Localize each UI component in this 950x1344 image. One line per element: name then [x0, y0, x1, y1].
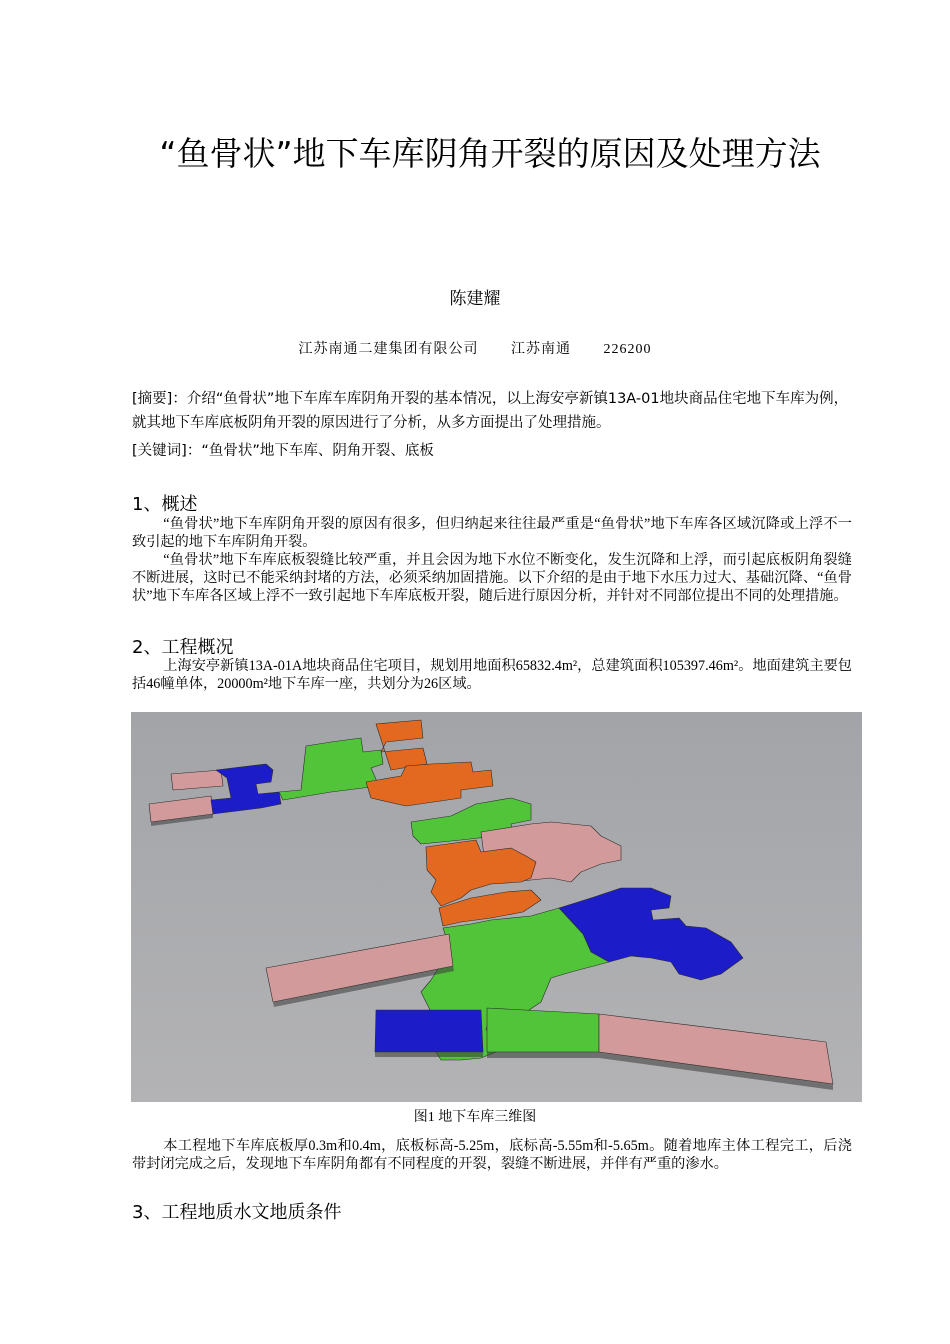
- paper-title: “鱼骨状”地下车库阴角开裂的原因及处理方法: [159, 134, 821, 173]
- paragraph: 上海安亭新镇13A-01A地块商品住宅项目，规划用地面积65832.4m²，总建筑面积105397.46m²。地面建筑主要包括46幢单体，20000m²地下车库一座，共划分为26区域。: [132, 658, 852, 692]
- section-heading-3: 3、工程地质水文地质条件: [132, 1202, 342, 1223]
- paragraph: “鱼骨状”地下车库阴角开裂的原因有很多，但归纳起来往往最严重是“鱼骨状”地下车库各区域沉降或上浮不一致引起的地下车库阴角开裂。: [132, 516, 852, 550]
- abstract-text: 介绍“鱼骨状”地下车库车库阴角开裂的基本情况，以上海安亭新镇13A-01地块商品住宅地下车库为例，就其地下车库底板阴角开裂的原因进行了分析，从多方面提出了处理措施。: [132, 391, 849, 431]
- affiliation-postcode: 226200: [603, 342, 652, 357]
- section-heading-1: 1、概述: [132, 494, 198, 515]
- keywords-label: [关键词]：: [132, 443, 202, 459]
- green-zone: [487, 1008, 599, 1052]
- abstract-block: [132, 387, 852, 463]
- blue-zone: [375, 1010, 483, 1052]
- abstract-label: [摘要]：: [132, 391, 187, 407]
- affiliation-line: [0, 338, 950, 358]
- paragraph: 本工程地下车库底板厚0.3m和0.4m，底板标高-5.25m，底标高-5.55m和-5.65m。随着地库主体工程完工，后浇带封闭完成之后，发现地下车库阴角都有不同程度的开裂，裂缝不断进展，并伴有严重的渗水。: [132, 1138, 852, 1172]
- abstract: [132, 387, 852, 435]
- figure-caption: 图1 地下车库三维图: [413, 1110, 537, 1125]
- garage-3d-figure: [131, 712, 862, 1102]
- paragraph: “鱼骨状”地下车库底板裂缝比较严重，并且会因为地下水位不断变化，发生沉降和上浮，而引起底板阴角裂缝不断进展，这时已不能采纳封堵的方法，必须采纳加固措施。以下介绍的是由于地下水压力过大、基础沉降、“鱼骨状”地下车库各区域上浮不一致引起地下车库底板开裂，随后进行原因分析，并针对不同部位提出不同的处理措施。: [132, 552, 852, 604]
- keywords: [132, 439, 852, 463]
- affiliation-company: 江苏南通二建集团有限公司: [298, 342, 479, 357]
- section-heading-2: 2、工程概况: [132, 637, 234, 658]
- section-2-body-continued: [132, 1137, 852, 1173]
- affiliation-city: 江苏南通: [511, 342, 571, 357]
- section-2-body: [132, 657, 852, 693]
- section-1-body: [132, 515, 852, 605]
- keywords-text: “鱼骨状”地下车库、阴角开裂、底板: [201, 443, 434, 459]
- author-name: 陈建耀: [449, 289, 501, 308]
